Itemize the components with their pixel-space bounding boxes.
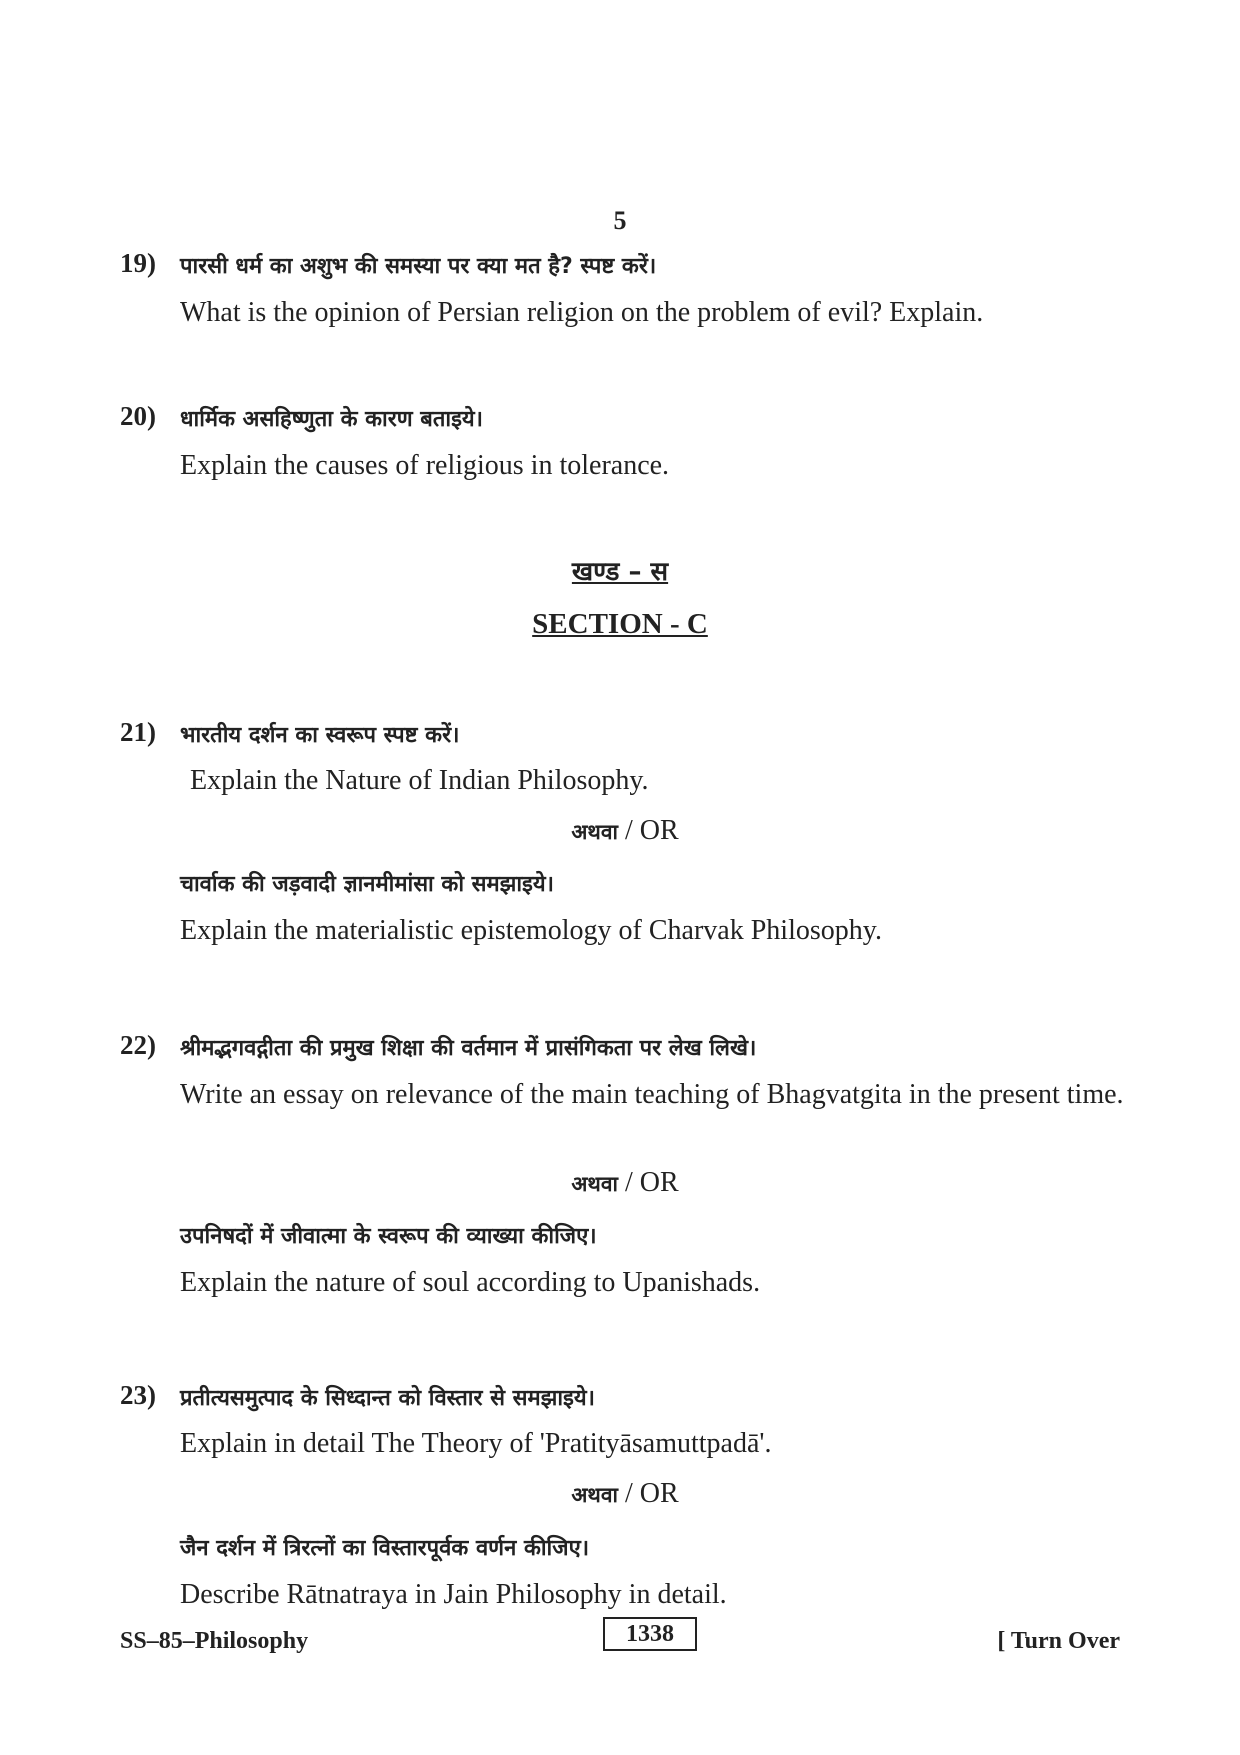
question-number: 19) <box>120 248 156 278</box>
alternative-english: Explain the materialistic epistemology of Charvak Philosophy. <box>180 915 882 946</box>
question-hindi: पारसी धर्म का अशुभ की समस्या पर क्या मत है? स्पष्ट करें। <box>180 254 657 279</box>
question-hindi: प्रतीत्यसमुत्पाद के सिध्दान्त को विस्तार से समझाइये। <box>180 1386 595 1411</box>
section-heading-english: SECTION - C <box>532 608 708 640</box>
or-hindi: अथवा <box>571 1483 618 1507</box>
paper-code: SS–85–Philosophy <box>120 1628 309 1654</box>
question-english: Explain the causes of religious in tolerance. <box>180 450 670 481</box>
question-hindi: श्रीमद्भगवद्गीता की प्रमुख शिक्षा की वर्तमान में प्रासंगिकता पर लेख लिखे। <box>180 1036 757 1061</box>
or-english: / OR <box>617 1478 679 1509</box>
alternative-english: Explain the nature of soul according to Upanishads. <box>180 1267 761 1298</box>
or-english: / OR <box>617 1167 679 1198</box>
question-english: Write an essay on relevance of the main teaching of Bhagvatgita in the present time. <box>180 1079 1124 1110</box>
or-hindi: अथवा <box>571 820 618 844</box>
question-hindi: धार्मिक असहिष्णुता के कारण बताइये। <box>180 407 483 432</box>
alternative-hindi: चार्वाक की जड़वादी ज्ञानमीमांसा को समझाइये। <box>180 872 554 897</box>
question-number: 21) <box>120 717 156 747</box>
booklet-code-box: 1338 <box>603 1617 697 1651</box>
question-english: Explain in detail The Theory of 'Pratityāsamuttpadā'. <box>180 1428 772 1459</box>
page-number: 5 <box>613 206 627 235</box>
question-english: Explain the Nature of Indian Philosophy. <box>190 765 649 796</box>
section-heading-hindi: खण्ड – स <box>571 557 669 587</box>
question-hindi: भारतीय दर्शन का स्वरूप स्पष्ट करें। <box>180 723 460 748</box>
alternative-hindi: जैन दर्शन में त्रिरत्नों का विस्तारपूर्वक वर्णन कीजिए। <box>180 1536 590 1561</box>
or-divider <box>120 815 1130 847</box>
question-english: What is the opinion of Persian religion on the problem of evil? Explain. <box>180 297 984 328</box>
turn-over-label: [ Turn Over <box>997 1628 1120 1654</box>
alternative-hindi: उपनिषदों में जीवात्मा के स्वरूप की व्याख्या कीजिए। <box>180 1224 597 1249</box>
question-number: 23) <box>120 1380 156 1410</box>
or-divider <box>120 1478 1130 1510</box>
question-number: 20) <box>120 401 156 431</box>
question-number: 22) <box>120 1030 156 1060</box>
or-divider <box>120 1167 1130 1199</box>
alternative-english: Describe Rātnatraya in Jain Philosophy in detail. <box>180 1579 727 1610</box>
or-hindi: अथवा <box>571 1172 618 1196</box>
or-english: / OR <box>617 815 679 846</box>
